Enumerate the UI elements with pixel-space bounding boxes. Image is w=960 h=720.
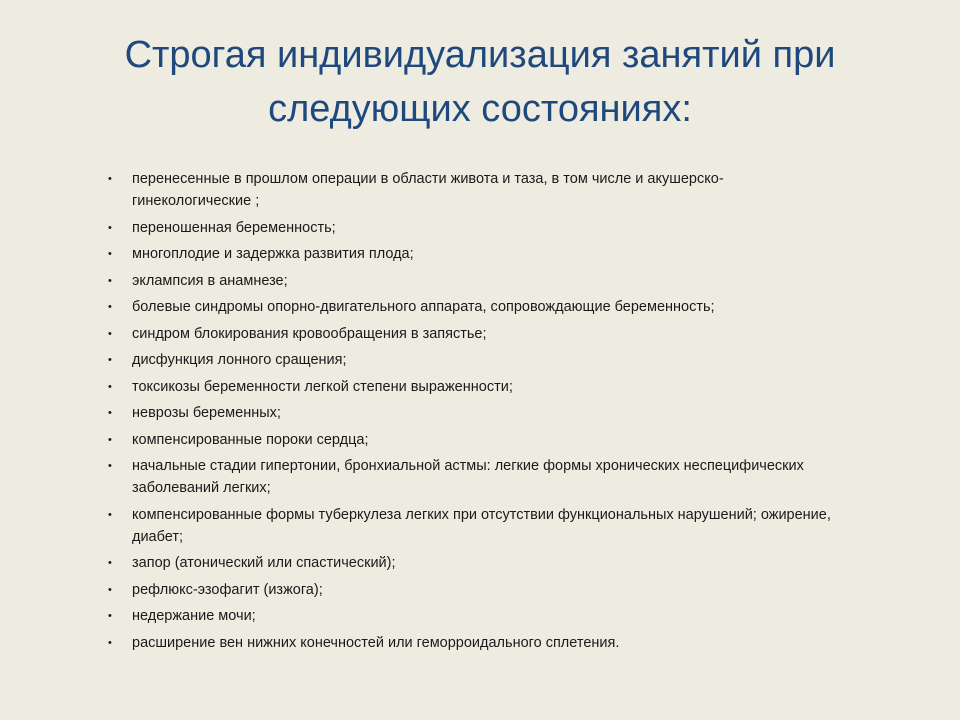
list-item-text — [132, 243, 960, 265]
bullet-dot-icon: • — [108, 407, 112, 419]
bullet-dot-icon: • — [108, 433, 112, 446]
list-item — [108, 579, 960, 601]
list-item — [108, 168, 960, 212]
list-item — [108, 243, 960, 265]
bullet-dot-icon: • — [108, 354, 112, 366]
list-item — [108, 376, 960, 398]
list-item — [108, 217, 960, 239]
list-item — [108, 605, 960, 627]
list-item-line: синдром блокирования кровообращения в запястье; — [132, 325, 487, 342]
list-item-line: расширение вен нижних конечностей или геморроидального сплетения. — [132, 634, 620, 651]
list-item-text — [132, 402, 960, 424]
bullet-dot-icon: • — [108, 173, 112, 185]
list-item-line: компенсированные пороки сердца; — [132, 431, 369, 448]
bullet-dot-icon: • — [108, 221, 112, 234]
list-item-text — [132, 349, 960, 371]
list-item — [108, 296, 960, 318]
list-item-line: эклампсия в анамнезе; — [132, 272, 288, 289]
list-item-line: перенесенные в прошлом операции в области живота и таза, в том числе и акушерско- — [132, 171, 724, 187]
list-item — [108, 455, 960, 499]
list-item-text — [132, 323, 960, 345]
list-item-text — [132, 605, 960, 627]
bullet-dot-icon: • — [108, 274, 112, 287]
list-item-text — [132, 579, 960, 601]
list-item-text — [132, 270, 960, 292]
list-item-line: дисфункция лонного сращения; — [132, 352, 347, 368]
bullet-dot-icon: • — [108, 327, 112, 340]
slide-title-line-2: следующих состояниях: — [268, 88, 692, 130]
list-item — [108, 270, 960, 292]
bullet-dot-icon: • — [108, 460, 112, 472]
bullet-dot-icon: • — [108, 508, 112, 521]
bullet-dot-icon: • — [108, 610, 112, 622]
bullet-dot-icon: • — [108, 583, 112, 596]
bullet-dot-icon: • — [108, 380, 112, 393]
list-item-line: рефлюкс-эзофагит (изжога); — [132, 581, 323, 598]
list-item-line: начальные стадии гипертонии, бронхиальной астмы: легкие формы хронических неспецифических — [132, 458, 804, 474]
bullet-dot-icon: • — [108, 301, 112, 313]
slide-title-line-1: Строгая индивидуализация занятий при — [124, 34, 836, 76]
list-item-text — [132, 376, 960, 398]
list-item-text — [132, 429, 960, 451]
list-item-text — [132, 552, 960, 574]
list-item — [108, 504, 960, 548]
list-item-line: переношенная беременность; — [132, 219, 336, 236]
bullet-list — [108, 168, 960, 658]
list-item — [108, 402, 960, 424]
list-item-line: неврозы беременных; — [132, 405, 281, 421]
list-item — [108, 429, 960, 451]
list-item-text — [132, 168, 960, 212]
list-item-line: компенсированные формы туберкулеза легких при отсутствии функциональных нарушений; ожирение, — [132, 506, 831, 523]
list-item — [108, 349, 960, 371]
list-item-line: болевые синдромы опорно-двигательного аппарата, сопровождающие беременность; — [132, 299, 715, 315]
list-item-line: запор (атонический или спастический); — [132, 555, 396, 571]
list-item-line: недержание мочи; — [132, 608, 256, 624]
list-item — [108, 323, 960, 345]
list-item-text — [132, 296, 960, 318]
bullet-dot-icon: • — [108, 636, 112, 649]
list-item-line: многоплодие и задержка развития плода; — [132, 246, 414, 262]
list-item-text — [132, 217, 960, 239]
list-item-text — [132, 632, 960, 654]
list-item-text — [132, 504, 960, 548]
list-item — [108, 552, 960, 574]
bullet-dot-icon: • — [108, 557, 112, 569]
list-item — [108, 632, 960, 654]
list-item-line: диабет; — [132, 528, 184, 545]
list-item-line: токсикозы беременности легкой степени выраженности; — [132, 378, 513, 395]
list-item-line: гинекологические ; — [132, 193, 260, 209]
list-item-text — [132, 455, 960, 499]
bullet-dot-icon: • — [108, 248, 112, 260]
slide-title — [48, 28, 912, 136]
list-item-line: заболеваний легких; — [132, 480, 271, 496]
